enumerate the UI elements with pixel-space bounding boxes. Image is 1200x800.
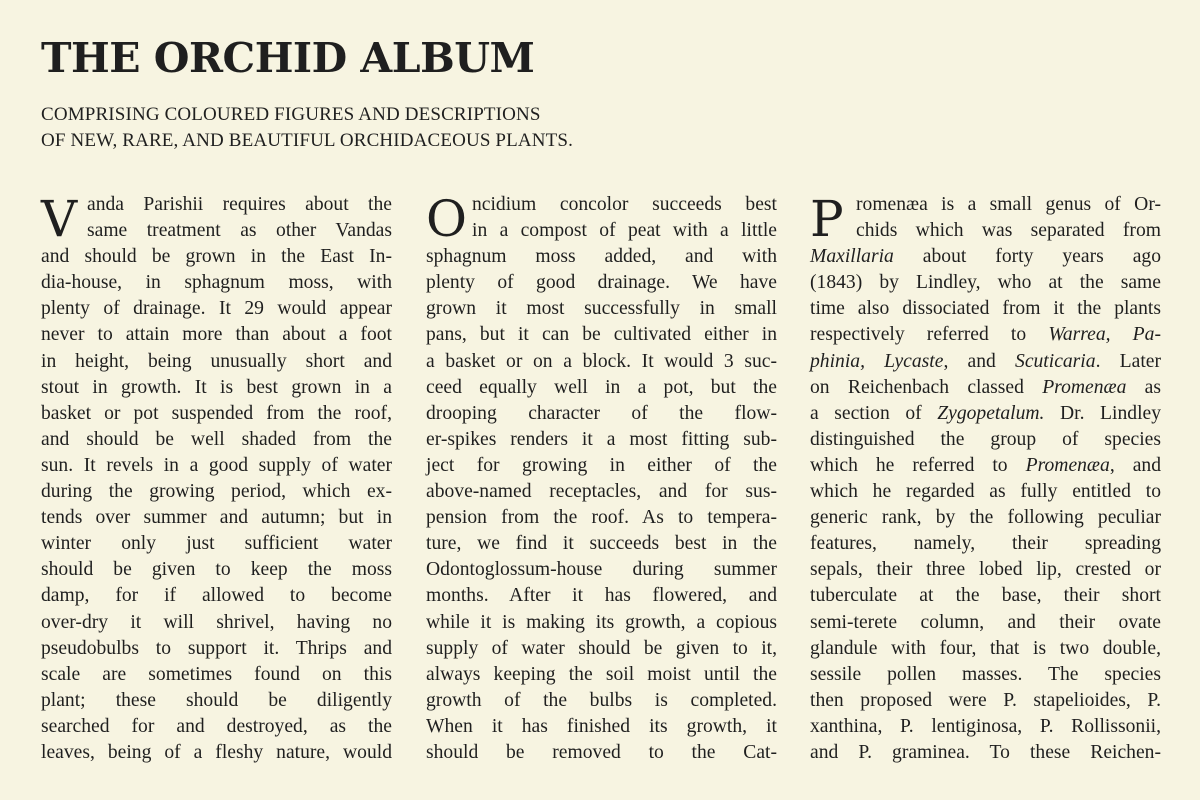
text-line: damp, for if allowed to become [41, 585, 392, 607]
text-line: then proposed were P. stapelioides, P. [810, 689, 1161, 711]
text-line: When it has finished its growth, it [426, 715, 777, 737]
text-line: drooping character of the flow- [426, 402, 777, 424]
text-line: (1843) by Lindley, who at the same [810, 272, 1161, 294]
text-line: ture, we find it succeeds best in the [426, 533, 777, 555]
text-line: distinguished the group of species [810, 428, 1161, 450]
text-line: ceed equally well in a pot, but the [426, 376, 777, 398]
text-line: romenæa is a small genus of Or- [856, 194, 1161, 215]
text-line: leaves, being of a fleshy nature, would [41, 741, 392, 763]
text-line: and should be grown in the East In- [41, 246, 392, 268]
subtitle-line: OF NEW, RARE, AND BEAUTIFUL ORCHIDACEOUS PLANTS. [41, 130, 574, 151]
text-line: pans, but it can be cultivated either in [426, 324, 777, 346]
text-line: on Reichenbach classed Promenæa as [810, 376, 1161, 398]
text-line: grown it most successfully in small [426, 298, 777, 320]
text-line: chids which was separated from [856, 220, 1161, 242]
text-line: never to attain more than about a foot [41, 324, 392, 346]
text-line: glandule with four, that is two double, [810, 637, 1161, 659]
text-line: above-named receptacles, and for sus- [426, 481, 777, 503]
text-line: plant; these should be diligently [41, 689, 392, 711]
text-line: sun. It revels in a good supply of water [41, 454, 392, 476]
text-line: in height, being unusually short and [41, 350, 392, 372]
text-column-promenaea [810, 192, 1161, 766]
text-line: ncidium concolor succeeds best [472, 194, 777, 215]
page-title: THE ORCHID ALBUM [41, 34, 535, 82]
text-line: always keeping the soil moist until the [426, 663, 777, 685]
text-line: sphagnum moss added, and with [426, 246, 777, 268]
drop-cap: V [41, 190, 78, 248]
text-line: searched for and destroyed, as the [41, 715, 392, 737]
text-line: and P. graminea. To these Reichen- [810, 741, 1161, 763]
text-line: which he regarded as fully entitled to [810, 481, 1161, 503]
text-line: ject for growing in either of the [426, 454, 777, 476]
text-line: phinia, Lycaste, and Scuticaria. Later [810, 350, 1161, 372]
text-line: a section of Zygopetalum. Dr. Lindley [810, 402, 1162, 424]
text-line: xanthina, P. lentiginosa, P. Rollissonii, [810, 715, 1161, 737]
text-line: Maxillaria about forty years ago [810, 246, 1161, 268]
text-line: pension from the roof. As to tempera- [426, 507, 777, 529]
text-line: over-dry it will shrivel, having no [41, 611, 392, 633]
subtitle [41, 102, 573, 154]
text-line: generic rank, by the following peculiar [810, 507, 1161, 529]
text-line: basket or pot suspended from the roof, [41, 402, 392, 424]
text-line: sessile pollen masses. The species [810, 663, 1161, 685]
text-line: tuberculate at the base, their short [810, 585, 1161, 607]
text-line: supply of water should be given to it, [426, 637, 777, 659]
text-column-vanda-parishii [41, 192, 392, 766]
text-line: Odontoglossum-house during summer [426, 559, 777, 581]
drop-cap: P [810, 190, 844, 248]
text-line: tends over summer and autumn; but in [41, 507, 392, 529]
text-line: plenty of drainage. It 29 would appear [41, 298, 392, 320]
text-line: features, namely, their spreading [810, 533, 1161, 555]
text-line: anda Parishii requires about the [87, 194, 392, 215]
text-line: semi-terete column, and their ovate [810, 611, 1161, 633]
text-line: should be removed to the Cat- [426, 741, 777, 763]
text-line: plenty of good drainage. We have [426, 272, 777, 294]
text-line: stout in growth. It is best grown in a [41, 376, 392, 398]
text-line: in a compost of peat with a little [472, 220, 777, 242]
text-line: winter only just sufficient water [41, 533, 392, 555]
text-line: pseudobulbs to support it. Thrips and [41, 637, 392, 659]
text-line: sepals, their three lobed lip, crested or [810, 559, 1161, 581]
text-line: respectively referred to Warrea, Pa- [810, 324, 1161, 346]
drop-cap: O [426, 190, 467, 248]
text-line: dia-house, in sphagnum moss, with [41, 272, 392, 294]
text-line: which he referred to Promenæa, and [810, 454, 1162, 476]
text-line: a basket or on a block. It would 3 suc- [426, 350, 777, 372]
text-line: months. After it has flowered, and [426, 585, 777, 607]
text-line: and should be well shaded from the [41, 428, 392, 450]
text-line: time also dissociated from it the plants [810, 298, 1161, 320]
text-line: during the growing period, which ex- [41, 481, 392, 503]
text-column-oncidium-concolor [426, 192, 777, 766]
text-line: should be given to keep the moss [41, 559, 392, 581]
text-line: scale are sometimes found on this [41, 663, 392, 685]
subtitle-line: COMPRISING COLOURED FIGURES AND DESCRIPTIONS [41, 104, 541, 125]
text-line: growth of the bulbs is completed. [426, 689, 777, 711]
text-line: while it is making its growth, a copious [426, 611, 777, 633]
text-line: same treatment as other Vandas [87, 220, 392, 242]
text-line: er-spikes renders it a most fitting sub- [426, 428, 777, 450]
